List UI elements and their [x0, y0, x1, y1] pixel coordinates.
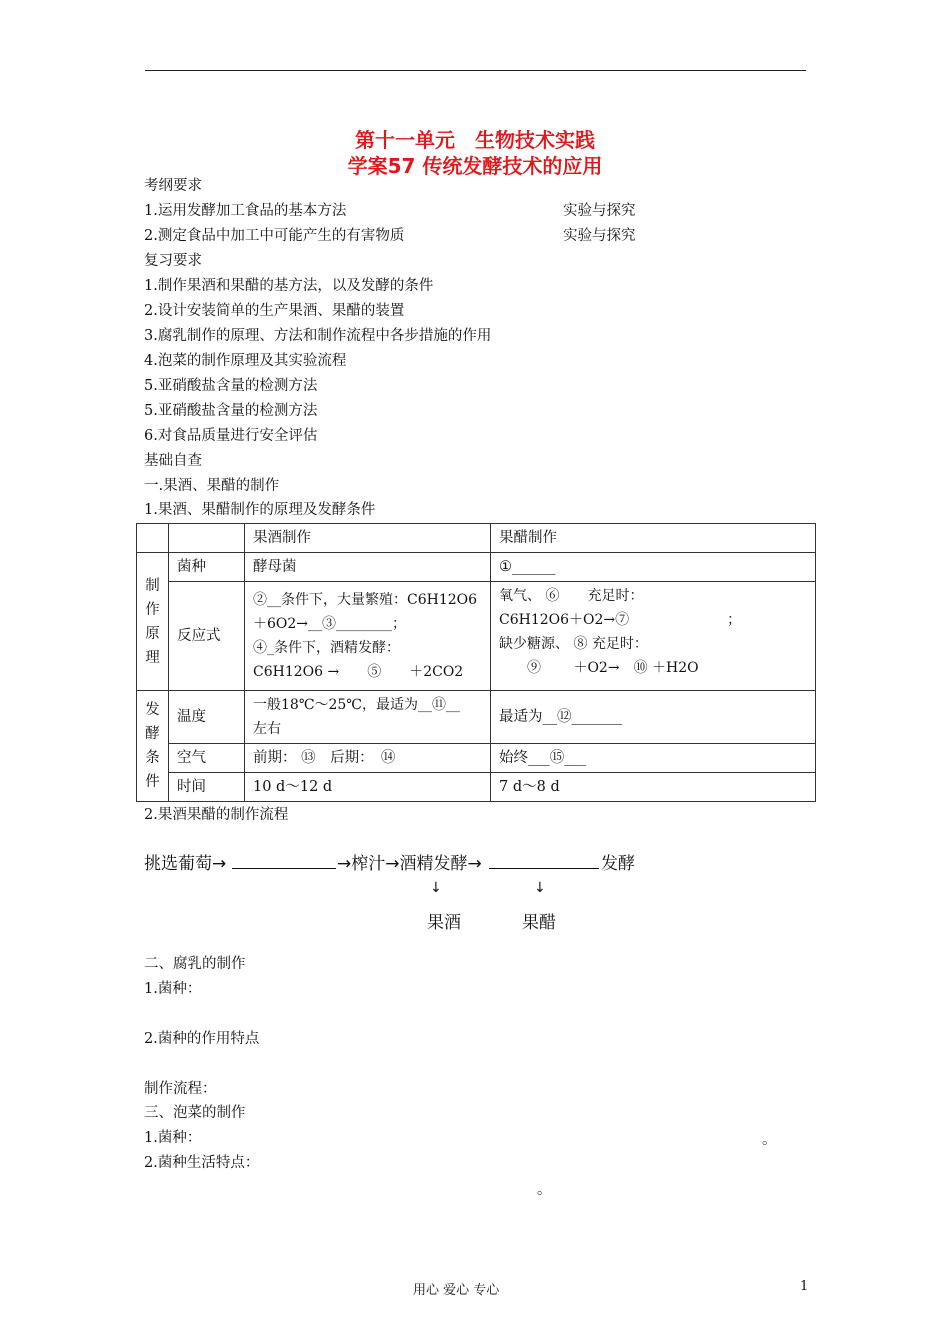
table-row-strain — [137, 553, 816, 582]
cell-wine-temp: 一般18℃～25℃，最适为__⑪__ 左右 — [245, 691, 491, 744]
fermentation-table — [136, 523, 816, 802]
cell-wine-strain: 酵母菌 — [245, 553, 491, 582]
flow-step-ferment: 发酵 — [601, 854, 635, 874]
paocai-item-1: 1.菌种： — [144, 1130, 202, 1146]
cell-wine-time: 10 d～12 d — [245, 773, 491, 802]
arrow-down-icon: ↓ — [534, 880, 546, 896]
kaogang-item-2: 2.测定食品中加工中可能产生的有害物质 — [144, 228, 405, 244]
corner-cell — [169, 524, 245, 553]
lesson-title: 学案57 传统发酵技术的应用 — [347, 154, 603, 178]
fuxi-item: 2.设计安装简单的生产果酒、果醋的装置 — [144, 303, 405, 319]
row-label-air: 空气 — [169, 744, 245, 773]
furu-process: 制作流程： — [144, 1081, 217, 1097]
cell-vinegar-time: 7 d～8 d — [491, 773, 816, 802]
fuxi-heading: 复习要求 — [144, 253, 202, 269]
flow-result-wine: 果酒 — [427, 913, 461, 933]
unit-title: 第十一单元 生物技术实践 — [355, 128, 595, 152]
row-label-reaction: 反应式 — [169, 582, 245, 691]
table-row-air — [137, 744, 816, 773]
group-conditions: 发 酵 条 件 — [137, 691, 169, 802]
cell-vinegar-air: 始终___⑮___ — [491, 744, 816, 773]
fuxi-item: 3.腐乳制作的原理、方法和制作流程中各步措施的作用 — [144, 328, 492, 344]
paocai-heading: 三、泡菜的制作 — [144, 1105, 246, 1121]
flow-step-select: 挑选葡萄→ — [144, 854, 227, 874]
flow-heading: 2.果酒果醋的制作流程 — [144, 807, 289, 823]
kaogang-level-2: 实验与探究 — [563, 228, 636, 244]
flow-step-juice: →榨汁→酒精发酵→ — [337, 854, 482, 874]
table-row-reaction — [137, 582, 816, 691]
page-number: 1 — [800, 1279, 809, 1294]
table-row-time — [137, 773, 816, 802]
kaogang-level-1: 实验与探究 — [563, 203, 636, 219]
furu-item-1: 1.菌种： — [144, 981, 202, 997]
section1-heading: 一.果酒、果醋的制作 — [144, 478, 280, 494]
cell-vinegar-reaction: 氧气、 ⑥ 充足时： C6H12O6＋O2→⑦ ； 缺少糖源、 ⑧ 充足时： ⑨ ＋O2→ ⑩ ＋H2O — [491, 582, 816, 691]
cell-wine-reaction: ②__条件下，大量繁殖：C6H12O6 ＋6O2→__③________； ④_条件下，酒精发酵： C6H12O6 → ⑤ ＋2CO2 — [245, 582, 491, 691]
fuxi-item: 6.对食品质量进行安全评估 — [144, 428, 318, 444]
fuxi-item: 1.制作果酒和果醋的基方法，以及发酵的条件 — [144, 278, 434, 294]
jichu-heading: 基础自查 — [144, 453, 202, 469]
header-rule — [145, 70, 806, 71]
furu-item-2: 2.菌种的作用特点 — [144, 1031, 260, 1047]
fuxi-item: 4.泡菜的制作原理及其实验流程 — [144, 353, 347, 369]
col-header-wine: 果酒制作 — [245, 524, 491, 553]
paocai-item-2: 2.菌种生活特点： — [144, 1155, 260, 1171]
kaogang-heading: 考纲要求 — [144, 178, 202, 194]
fuxi-item: 5.亚硝酸盐含量的检测方法 — [144, 378, 318, 394]
paocai-period-1: 。 — [762, 1132, 777, 1148]
flow-blank-2 — [489, 868, 599, 869]
table-header-row — [137, 524, 816, 553]
footer-motto: 用心 爱心 专心 — [413, 1283, 500, 1298]
section1-subheading: 1.果酒、果醋制作的原理及发酵条件 — [144, 502, 376, 518]
row-label-temp: 温度 — [169, 691, 245, 744]
row-label-time: 时间 — [169, 773, 245, 802]
paocai-period-2: 。 — [537, 1182, 552, 1198]
corner-cell — [137, 524, 169, 553]
row-label-strain: 菌种 — [169, 553, 245, 582]
col-header-vinegar: 果醋制作 — [491, 524, 816, 553]
cell-wine-air: 前期： ⑬ 后期： ⑭ — [245, 744, 491, 773]
kaogang-item-1: 1.运用发酵加工食品的基本方法 — [144, 203, 347, 219]
arrow-down-icon: ↓ — [430, 880, 442, 896]
flow-result-vinegar: 果醋 — [522, 913, 556, 933]
cell-vinegar-temp: 最适为__⑫_______ — [491, 691, 816, 744]
furu-heading: 二、腐乳的制作 — [144, 956, 246, 972]
group-principle: 制 作 原 理 — [137, 553, 169, 691]
fuxi-item: 5.亚硝酸盐含量的检测方法 — [144, 403, 318, 419]
cell-vinegar-strain: ①______ — [491, 553, 816, 582]
flow-blank-1 — [232, 868, 336, 869]
table-row-temp — [137, 691, 816, 744]
